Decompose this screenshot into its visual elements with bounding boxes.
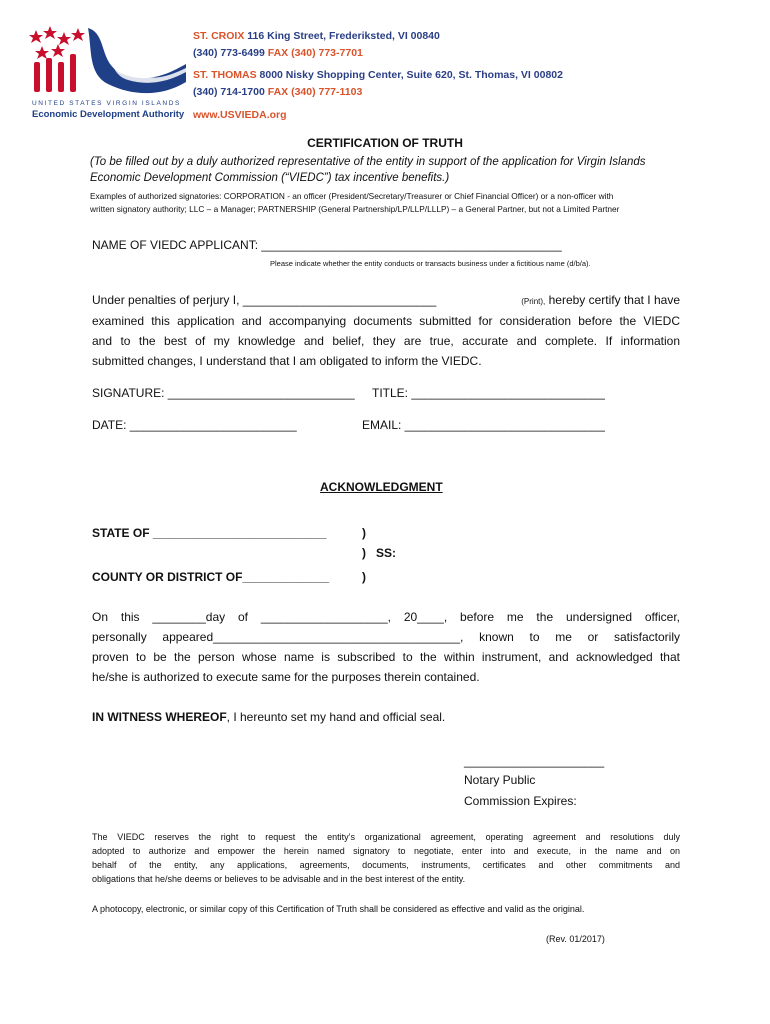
- notary-line-1: On this ________day of ___________________, 20____, before me the undersigned officer,: [92, 610, 680, 624]
- notary-public-label: Notary Public: [464, 773, 536, 787]
- stthomas-phone-line: [193, 86, 362, 98]
- revision-label: (Rev. 01/2017): [546, 934, 605, 944]
- witness-rest: , I hereunto set my hand and official seal.: [226, 710, 446, 724]
- stcroix-label: ST. CROIX: [193, 30, 245, 42]
- examples-line-2: written signatory authority; LLC – a Manager; PARTNERSHIP (General Partnership/LP/LLP/LLLP) – a General Partner, but not a Limited Partner: [90, 204, 620, 214]
- paren-1: ): [362, 526, 366, 540]
- perjury-line-1: [92, 293, 680, 307]
- witness-line: [92, 710, 445, 724]
- stcroix-address: 116 King Street, Frederiksted, VI 00840: [247, 30, 440, 42]
- signature-field[interactable]: SIGNATURE: ____________________________: [92, 386, 355, 400]
- instruction-line-1: (To be filled out by a duly authorized representative of the entity in support of the application for Virgin Islands: [90, 156, 646, 168]
- doc-title: CERTIFICATION OF TRUTH: [307, 136, 463, 150]
- title-field[interactable]: TITLE: _____________________________: [372, 386, 605, 400]
- print-name-field[interactable]: Under penalties of perjury I, _____________________________: [92, 293, 437, 307]
- logo-line2: Economic Development Authority: [32, 109, 185, 120]
- footer-line-5: A photocopy, electronic, or similar copy of this Certification of Truth shall be considered as effective and valid as the original.: [92, 904, 585, 914]
- footer-line-2: adopted to authorize and empower the herein named signatory to negotiate, enter into and execute, in the name and on: [92, 846, 680, 856]
- paren-3: ): [362, 570, 366, 584]
- acknowledgment-title: ACKNOWLEDGMENT: [320, 480, 443, 494]
- stthomas-fax: FAX (340) 777-1103: [267, 86, 363, 98]
- notary-signature-line[interactable]: _____________________: [464, 754, 605, 768]
- notary-line-3: proven to be the person whose name is subscribed to the within instrument, and acknowledged that: [92, 650, 680, 664]
- stcroix-phone: (340) 773-6499: [193, 47, 265, 59]
- usvieda-logo: [28, 24, 190, 124]
- perjury-line-3: and to the best of my knowledge and belief, they are true, accurate and complete. If information: [92, 334, 680, 348]
- date-field[interactable]: DATE: _________________________: [92, 418, 297, 432]
- stthomas-phone: (340) 714-1700: [193, 86, 265, 98]
- stcroix-fax: FAX (340) 773-7701: [267, 47, 363, 59]
- witness-bold: IN WITNESS WHEREOF: [92, 710, 227, 724]
- email-field[interactable]: EMAIL: ______________________________: [362, 418, 605, 432]
- paren-2: ): [362, 546, 366, 560]
- footer-line-1: The VIEDC reserves the right to request the entity’s organizational agreement, operating agreement and resolutions duly: [92, 832, 680, 842]
- stthomas-address-line: [193, 69, 563, 81]
- perjury-line-4: submitted changes, I understand that I am obligated to inform the VIEDC.: [92, 354, 482, 368]
- perjury-certify: hereby certify that I have: [548, 293, 680, 307]
- logo-graphic: [28, 24, 188, 104]
- logo-line1: UNITED STATES VIRGIN ISLANDS: [32, 100, 181, 107]
- county-field[interactable]: COUNTY OR DISTRICT OF_____________: [92, 570, 330, 584]
- instruction-line-2: Economic Development Commission (“VIEDC”) tax incentive benefits.): [90, 172, 450, 184]
- footer-line-3: behalf of the entity, any applications, agreements, documents, instruments, certificates and other commitments and: [92, 860, 680, 870]
- footer-line-4: obligations that he/she deems or believes to be advisable and in the best interest of the entity.: [92, 874, 466, 884]
- stcroix-phone-line: [193, 47, 363, 59]
- state-of-field[interactable]: STATE OF __________________________: [92, 526, 327, 540]
- notary-line-4: he/she is authorized to execute same for the purposes therein contained.: [92, 670, 480, 684]
- notary-line-2: personally appeared_____________________________________, known to me or satisfactorily: [92, 630, 680, 644]
- stthomas-label: ST. THOMAS: [193, 69, 257, 81]
- print-label: (Print),: [521, 297, 546, 306]
- website-text[interactable]: www.USVIEDA.org: [193, 109, 287, 121]
- dba-note: Please indicate whether the entity conducts or transacts business under a fictitious name (d/b/a).: [270, 259, 591, 268]
- stcroix-address-line: [193, 30, 440, 42]
- applicant-name-field[interactable]: NAME OF VIEDC APPLICANT: _____________________________________________: [92, 238, 562, 252]
- website-link[interactable]: [193, 109, 287, 121]
- perjury-line-2: examined this application and accompanying documents submitted for consideration before the VIEDC: [92, 314, 680, 328]
- stthomas-address: 8000 Nisky Shopping Center, Suite 620, St. Thomas, VI 00802: [259, 69, 563, 81]
- examples-line-1: Examples of authorized signatories: CORPORATION - an officer (President/Secretary/Treasurer or Chief Financial Officer) or a non-officer with: [90, 191, 614, 201]
- commission-expires-label: Commission Expires:: [464, 794, 577, 808]
- ss-label: SS:: [376, 546, 397, 560]
